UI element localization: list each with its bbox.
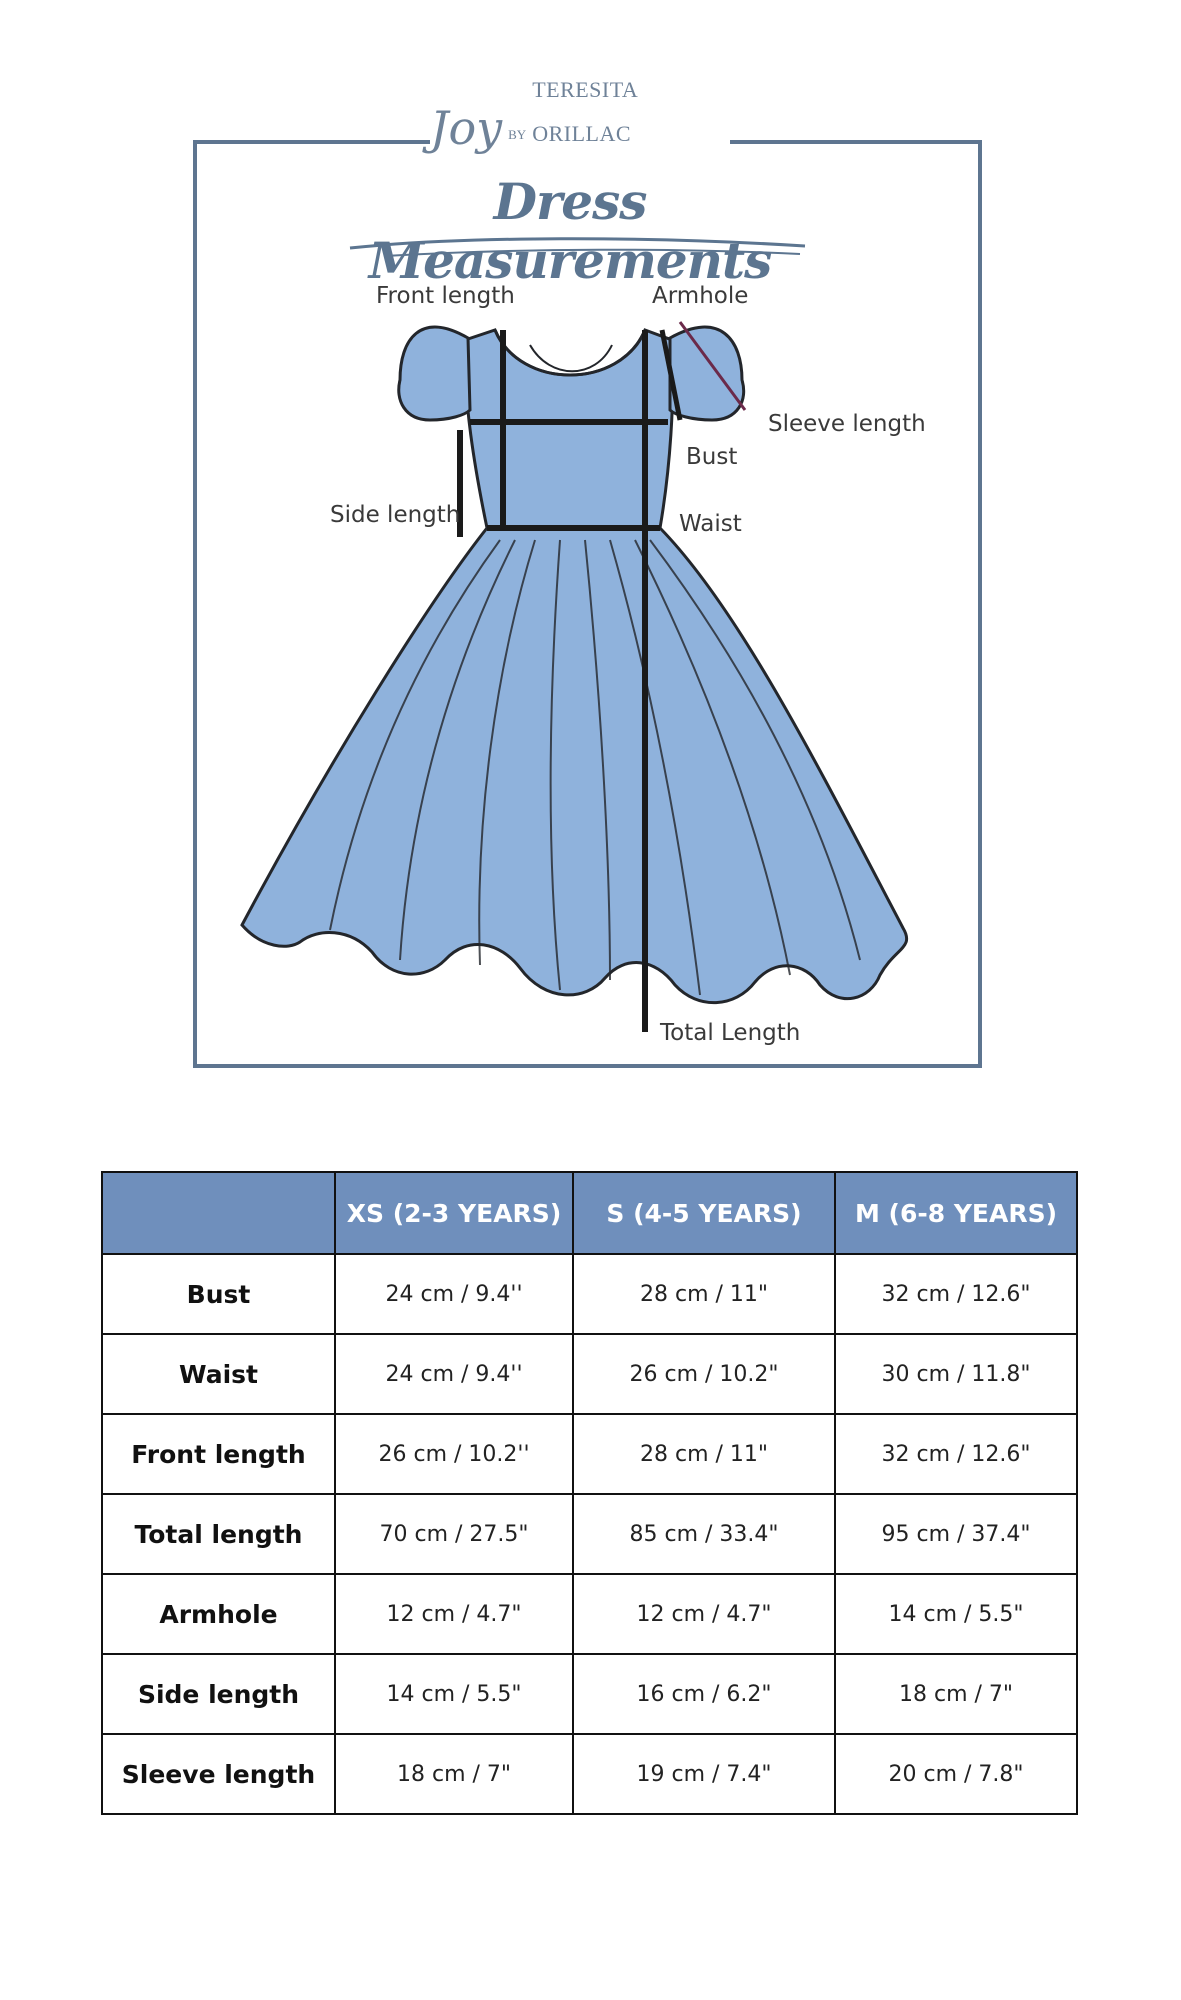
- table-cell: 20 cm / 7.8": [835, 1734, 1077, 1814]
- table-row: [102, 1574, 1077, 1654]
- dress-skirt: [242, 528, 907, 1003]
- header-s: S (4-5 YEARS): [573, 1172, 835, 1254]
- header-xs: XS (2-3 YEARS): [335, 1172, 573, 1254]
- table-cell: 24 cm / 9.4'': [335, 1254, 573, 1334]
- row-label: Total length: [102, 1494, 335, 1574]
- table-cell: 12 cm / 4.7": [573, 1574, 835, 1654]
- table-cell: 70 cm / 27.5": [335, 1494, 573, 1574]
- brand-mark: Joy: [430, 101, 503, 155]
- row-label: Sleeve length: [102, 1734, 335, 1814]
- table-row: [102, 1254, 1077, 1334]
- label-side-length: Side length: [330, 502, 461, 528]
- table-cell: 14 cm / 5.5": [335, 1654, 573, 1734]
- dress-right-sleeve: [670, 327, 744, 420]
- label-sleeve-length: Sleeve length: [768, 411, 926, 437]
- label-bust: Bust: [686, 444, 738, 470]
- table-cell: 14 cm / 5.5": [835, 1574, 1077, 1654]
- table-row: [102, 1334, 1077, 1414]
- brand-by: BY: [508, 127, 527, 142]
- table-cell: 19 cm / 7.4": [573, 1734, 835, 1814]
- row-label: Waist: [102, 1334, 335, 1414]
- table-cell: 16 cm / 6.2": [573, 1654, 835, 1734]
- table-row: [102, 1494, 1077, 1574]
- table-row: [102, 1414, 1077, 1494]
- table-header-row: [102, 1172, 1077, 1254]
- table-cell: 24 cm / 9.4'': [335, 1334, 573, 1414]
- table-cell: 18 cm / 7": [335, 1734, 573, 1814]
- table-row: [102, 1654, 1077, 1734]
- row-label: Armhole: [102, 1574, 335, 1654]
- row-label: Side length: [102, 1654, 335, 1734]
- label-waist: Waist: [679, 511, 742, 537]
- table-cell: 95 cm / 37.4": [835, 1494, 1077, 1574]
- label-total-length: Total Length: [660, 1020, 801, 1046]
- table-cell: 28 cm / 11": [573, 1254, 835, 1334]
- table-cell: 32 cm / 12.6": [835, 1414, 1077, 1494]
- dress-bodice: [465, 330, 673, 528]
- row-label: Bust: [102, 1254, 335, 1334]
- table-cell: 85 cm / 33.4": [573, 1494, 835, 1574]
- label-armhole: Armhole: [652, 283, 749, 309]
- table-cell: 30 cm / 11.8": [835, 1334, 1077, 1414]
- size-chart-table: [101, 1171, 1078, 1815]
- table-cell: 28 cm / 11": [573, 1414, 835, 1494]
- dress-left-sleeve: [399, 327, 470, 420]
- page-title: Dress Measurements: [368, 172, 772, 290]
- table-cell: 12 cm / 4.7": [335, 1574, 573, 1654]
- table-cell: 32 cm / 12.6": [835, 1254, 1077, 1334]
- table-row: [102, 1734, 1077, 1814]
- brand-name: TERESITA ORILLAC: [532, 77, 638, 146]
- table-cell: 26 cm / 10.2'': [335, 1414, 573, 1494]
- table-cell: 18 cm / 7": [835, 1654, 1077, 1734]
- row-label: Front length: [102, 1414, 335, 1494]
- header-m: M (6-8 YEARS): [835, 1172, 1077, 1254]
- label-front-length: Front length: [376, 283, 515, 309]
- table-corner-cell: [102, 1172, 335, 1254]
- table-cell: 26 cm / 10.2": [573, 1334, 835, 1414]
